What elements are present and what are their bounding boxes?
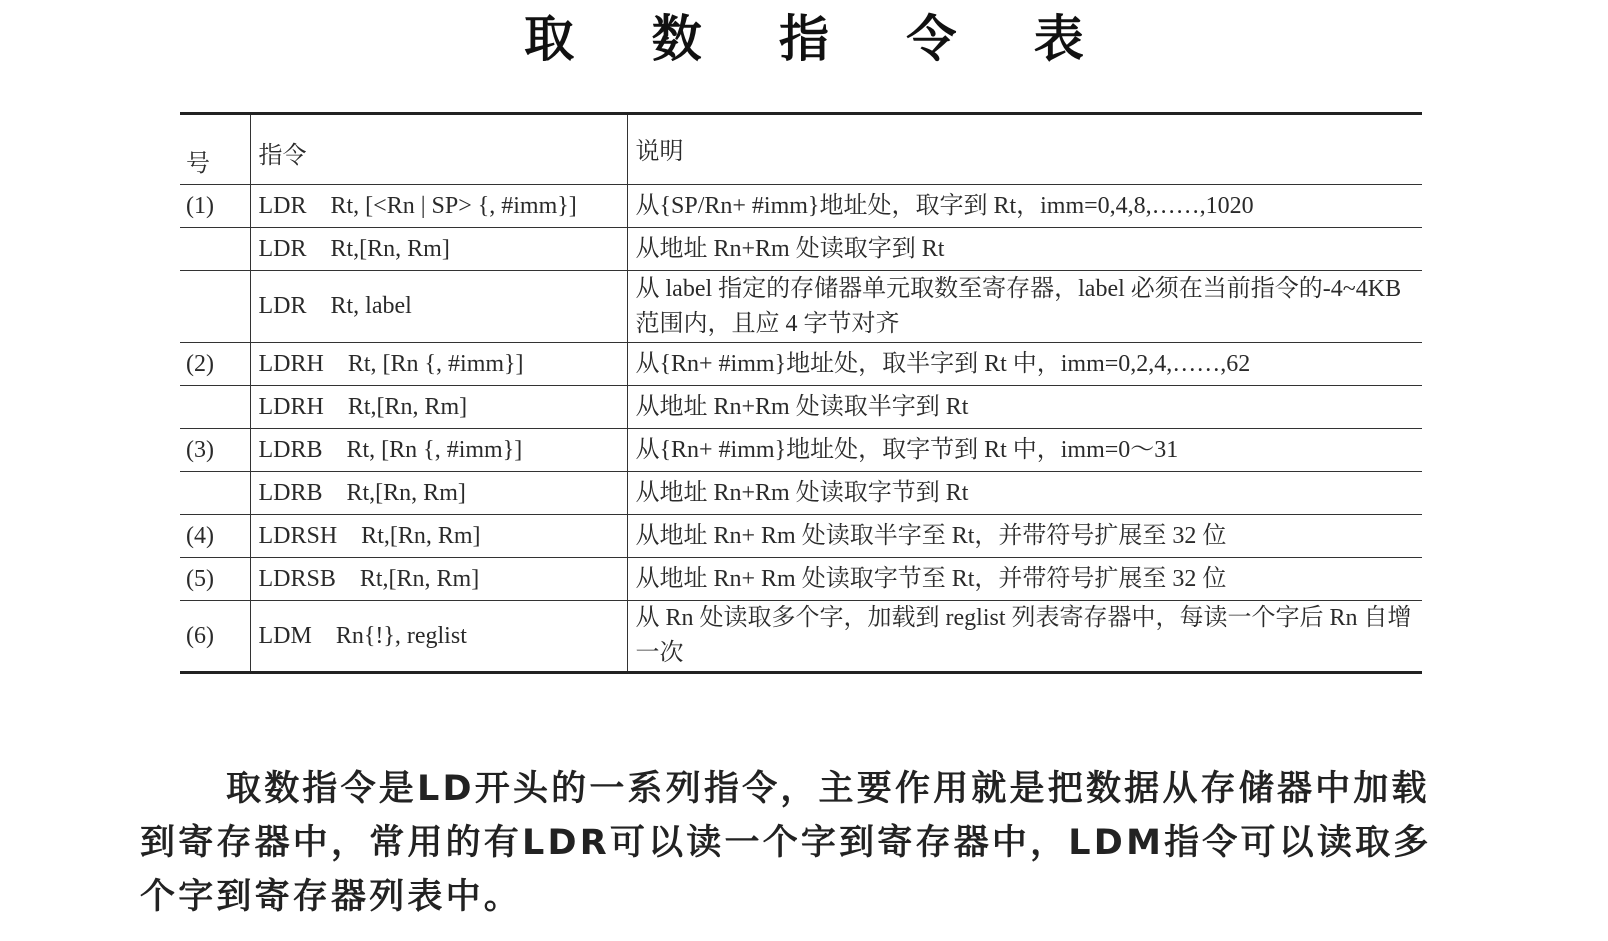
- row-num: (3): [180, 429, 250, 472]
- row-instruction: LDRB Rt, [Rn {, #imm}]: [250, 429, 627, 472]
- row-num: [180, 228, 250, 271]
- row-description: 从{Rn+ #imm}地址处，取字节到 Rt 中，imm=0～31: [627, 429, 1422, 472]
- row-num: (4): [180, 515, 250, 558]
- header-num: 号: [180, 114, 250, 185]
- table-row: [180, 515, 1422, 558]
- row-instruction: LDRH Rt, [Rn {, #imm}]: [250, 343, 627, 386]
- explanation-paragraph: 取数指令是LD开头的一系列指令，主要作用就是把数据从存储器中加载到寄存器中，常用的有LDR可以读一个字到寄存器中，LDM指令可以读取多个字到寄存器列表中。: [140, 769, 1432, 917]
- row-description: 从地址 Rn+Rm 处读取字到 Rt: [627, 228, 1422, 271]
- page-title: 取 数 指 令 表: [524, 10, 1114, 68]
- row-description: 从{SP/Rn+ #imm}地址处，取字到 Rt，imm=0,4,8,……,1020: [627, 185, 1422, 228]
- row-num: [180, 271, 250, 343]
- row-description: 从地址 Rn+Rm 处读取字节到 Rt: [627, 472, 1422, 515]
- row-description: 从地址 Rn+ Rm 处读取字节至 Rt，并带符号扩展至 32 位: [627, 558, 1422, 601]
- table-row: [180, 343, 1422, 386]
- row-instruction: LDR Rt, label: [250, 271, 627, 343]
- header-description: 说明: [627, 114, 1422, 185]
- table-row: [180, 386, 1422, 429]
- instruction-table: [180, 112, 1422, 674]
- table-header-row: [180, 114, 1422, 185]
- row-instruction: LDR Rt,[Rn, Rm]: [250, 228, 627, 271]
- row-num: (6): [180, 601, 250, 673]
- row-num: [180, 386, 250, 429]
- instruction-table-wrapper: [180, 112, 1422, 674]
- table-row: [180, 558, 1422, 601]
- row-description: 从地址 Rn+Rm 处读取半字到 Rt: [627, 386, 1422, 429]
- row-instruction: LDRSH Rt,[Rn, Rm]: [250, 515, 627, 558]
- table-row: [180, 472, 1422, 515]
- row-num: (1): [180, 185, 250, 228]
- row-description: 从 label 指定的存储器单元取数至寄存器，label 必须在当前指令的-4~4KB 范围内，且应 4 字节对齐: [627, 271, 1422, 343]
- row-description: 从地址 Rn+ Rm 处读取半字至 Rt，并带符号扩展至 32 位: [627, 515, 1422, 558]
- table-row: [180, 429, 1422, 472]
- row-description: 从{Rn+ #imm}地址处，取半字到 Rt 中，imm=0,2,4,……,62: [627, 343, 1422, 386]
- row-description: 从 Rn 处读取多个字，加载到 reglist 列表寄存器中，每读一个字后 Rn 自增一次: [627, 601, 1422, 673]
- row-instruction: LDRB Rt,[Rn, Rm]: [250, 472, 627, 515]
- table-row: [180, 228, 1422, 271]
- table-row: [180, 185, 1422, 228]
- row-instruction: LDRH Rt,[Rn, Rm]: [250, 386, 627, 429]
- row-num: (5): [180, 558, 250, 601]
- row-num: [180, 472, 250, 515]
- table-row: [180, 271, 1422, 343]
- row-instruction: LDM Rn{!}, reglist: [250, 601, 627, 673]
- row-instruction: LDRSB Rt,[Rn, Rm]: [250, 558, 627, 601]
- row-instruction: LDR Rt, [<Rn | SP> {, #imm}]: [250, 185, 627, 228]
- table-row: [180, 601, 1422, 673]
- header-instruction: 指令: [250, 114, 627, 185]
- row-num: (2): [180, 343, 250, 386]
